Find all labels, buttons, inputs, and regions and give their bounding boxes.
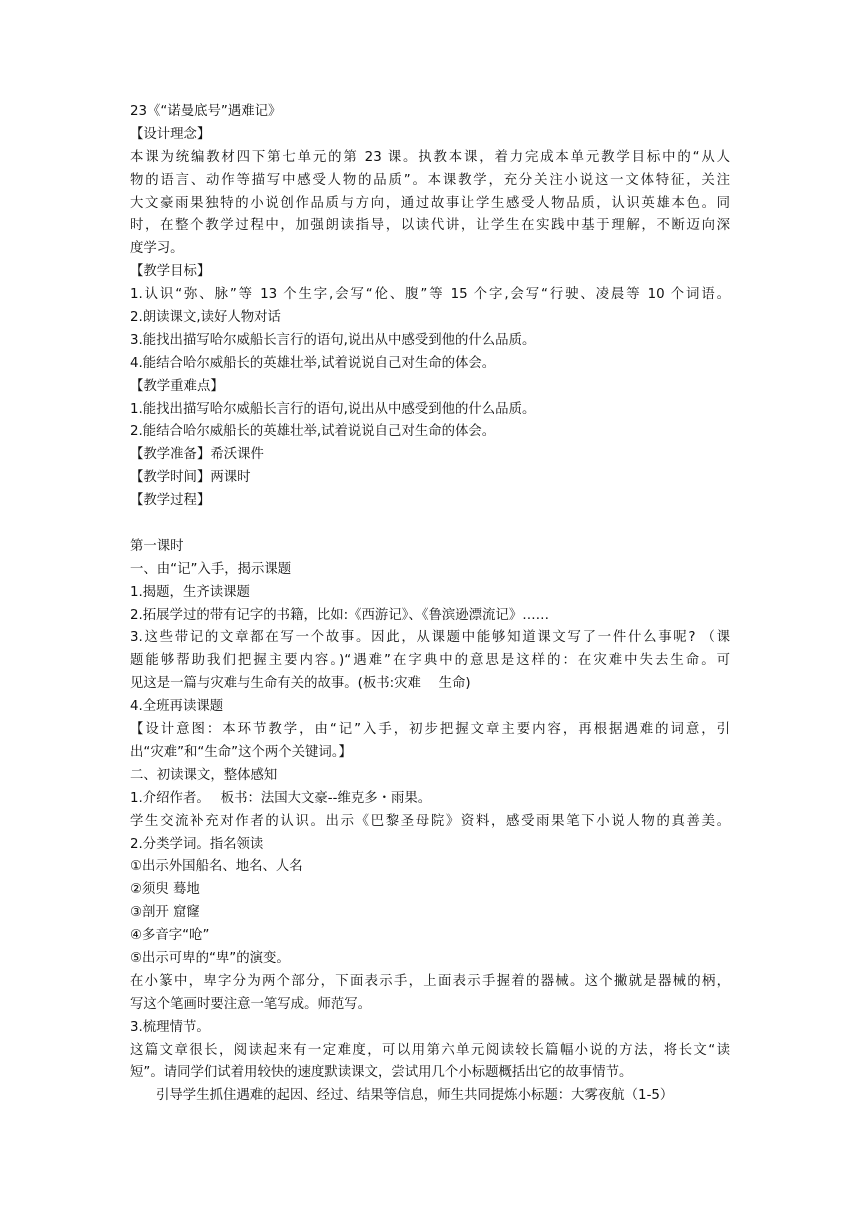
section-two-line: 写这个笔画时要注意一笔写成。师范写。 [130,996,372,1012]
blank-line [130,513,730,536]
section-two-line: 3.梳理情节。 [130,1019,210,1035]
document-body [130,101,730,1108]
lesson-one-heading: 第一课时 [130,538,184,554]
paragraph-line: 本课为统编教材四下第七单元的第 23 课。执教本课，着力完成本单元教学目标中的“从人 [130,149,730,165]
objective-item: 2.朗读课文,读好人物对话 [130,310,281,326]
key-point-item: 1.能找出描写哈尔威船长言行的语句,说出从中感受到他的什么品质。 [130,401,536,417]
section-two-line: ②须臾 蓦地 [130,882,200,898]
design-intent-line: 【设计意图：本环节教学，由“记”入手，初步把握文章主要内容，再根据遇难的词意，引 [130,722,730,738]
objectives-heading: 【教学目标】 [130,264,211,280]
section-one-line: 2.拓展学过的带有记字的书籍，比如:《西游记》、《鲁滨逊漂流记》…… [130,607,549,623]
section-one-line: 题能够帮助我们把握主要内容。)“遇难”在字典中的意思是这样的：在灾难中失去生命。可 [130,653,730,669]
section-two-line: 这篇文章很长，阅读起来有一定难度，可以用第六单元阅读较长篇幅小说的方法，将长文“读 [130,1042,730,1058]
section-two-line: 在小篆中，卑字分为两个部分，下面表示手，上面表示手握着的器械。这个撇就是器械的柄， [130,973,730,989]
section-two-line: ⑤出示可卑的“卑”的演变。 [130,950,290,966]
section-two-line: ①出示外国船名、地名、人名 [130,859,303,875]
section-two-line: ③剖开 窟窿 [130,905,200,921]
section-two-line: 1.介绍作者。 板书：法国大文豪--维克多・雨果。 [130,790,432,806]
section-one-line: 1.揭题，生齐读课题 [130,584,250,600]
paragraph-line: 物的语言、动作等描写中感受人物的品质”。本课教学，充分关注小说这一文体特征，关注 [130,172,730,188]
section-one-line: 见这是一篇与灾难与生命有关的故事。(板书:灾难 生命) [130,676,471,692]
key-points-heading: 【教学重难点】 [130,378,224,394]
paragraph-line: 大文豪雨果独特的小说创作品质与方向，通过故事让学生感受人物品质，认识英雄本色。同 [130,195,730,211]
section-two-line: 引导学生抓住遇难的起因、经过、结果等信息，师生共同提炼小标题：大雾夜航（1-5） [156,1088,674,1104]
section-two-line: ④多音字“呛” [130,928,210,944]
section-one-line: 3.这些带记的文章都在写一个故事。因此，从课题中能够知道课文写了一件什么事呢? （课 [130,630,730,646]
objective-item: 4.能结合哈尔威船长的英雄壮举,试着说说自己对生命的体会。 [130,355,496,371]
objective-item: 3.能找出描写哈尔威船长言行的语句,说出从中感受到他的什么品质。 [130,332,536,348]
section-one-line: 4.全班再读课题 [130,699,224,715]
objective-item: 1.认识“弥、脉”等 13 个生字,会写“伦、腹”等 15 个字,会写“行驶、凌晨等 10 个词语。 [130,287,730,303]
section-two-heading: 二、初读课文，整体感知 [130,767,278,783]
paragraph-line: 时，在整个教学过程中，加强朗读指导，以读代讲，让学生在实践中基于理解，不断迈向深 [130,218,730,234]
lesson-title: 23《“诺曼底号”遇难记》 [130,104,282,119]
section-one-heading: 一、由“记”入手，揭示课题 [130,561,292,577]
design-concept-heading: 【设计理念】 [130,126,211,142]
section-two-line: 2.分类学词。指名领读 [130,836,264,852]
time-line: 【教学时间】两课时 [130,470,251,486]
process-heading: 【教学过程】 [130,493,211,509]
preparation-line: 【教学准备】希沃课件 [130,447,264,463]
section-two-line: 学生交流补充对作者的认识。出示《巴黎圣母院》资料，感受雨果笔下小说人物的真善美。 [130,813,730,829]
paragraph-line: 度学习。 [130,241,184,257]
key-point-item: 2.能结合哈尔威船长的英雄壮举,试着说说自己对生命的体会。 [130,424,496,440]
design-intent-line: 出“灾难”和“生命”这个两个关键词。】 [130,744,352,760]
section-two-line: 短”。请同学们试着用较快的速度默读课文，尝试用几个小标题概括出它的故事情节。 [130,1065,633,1081]
